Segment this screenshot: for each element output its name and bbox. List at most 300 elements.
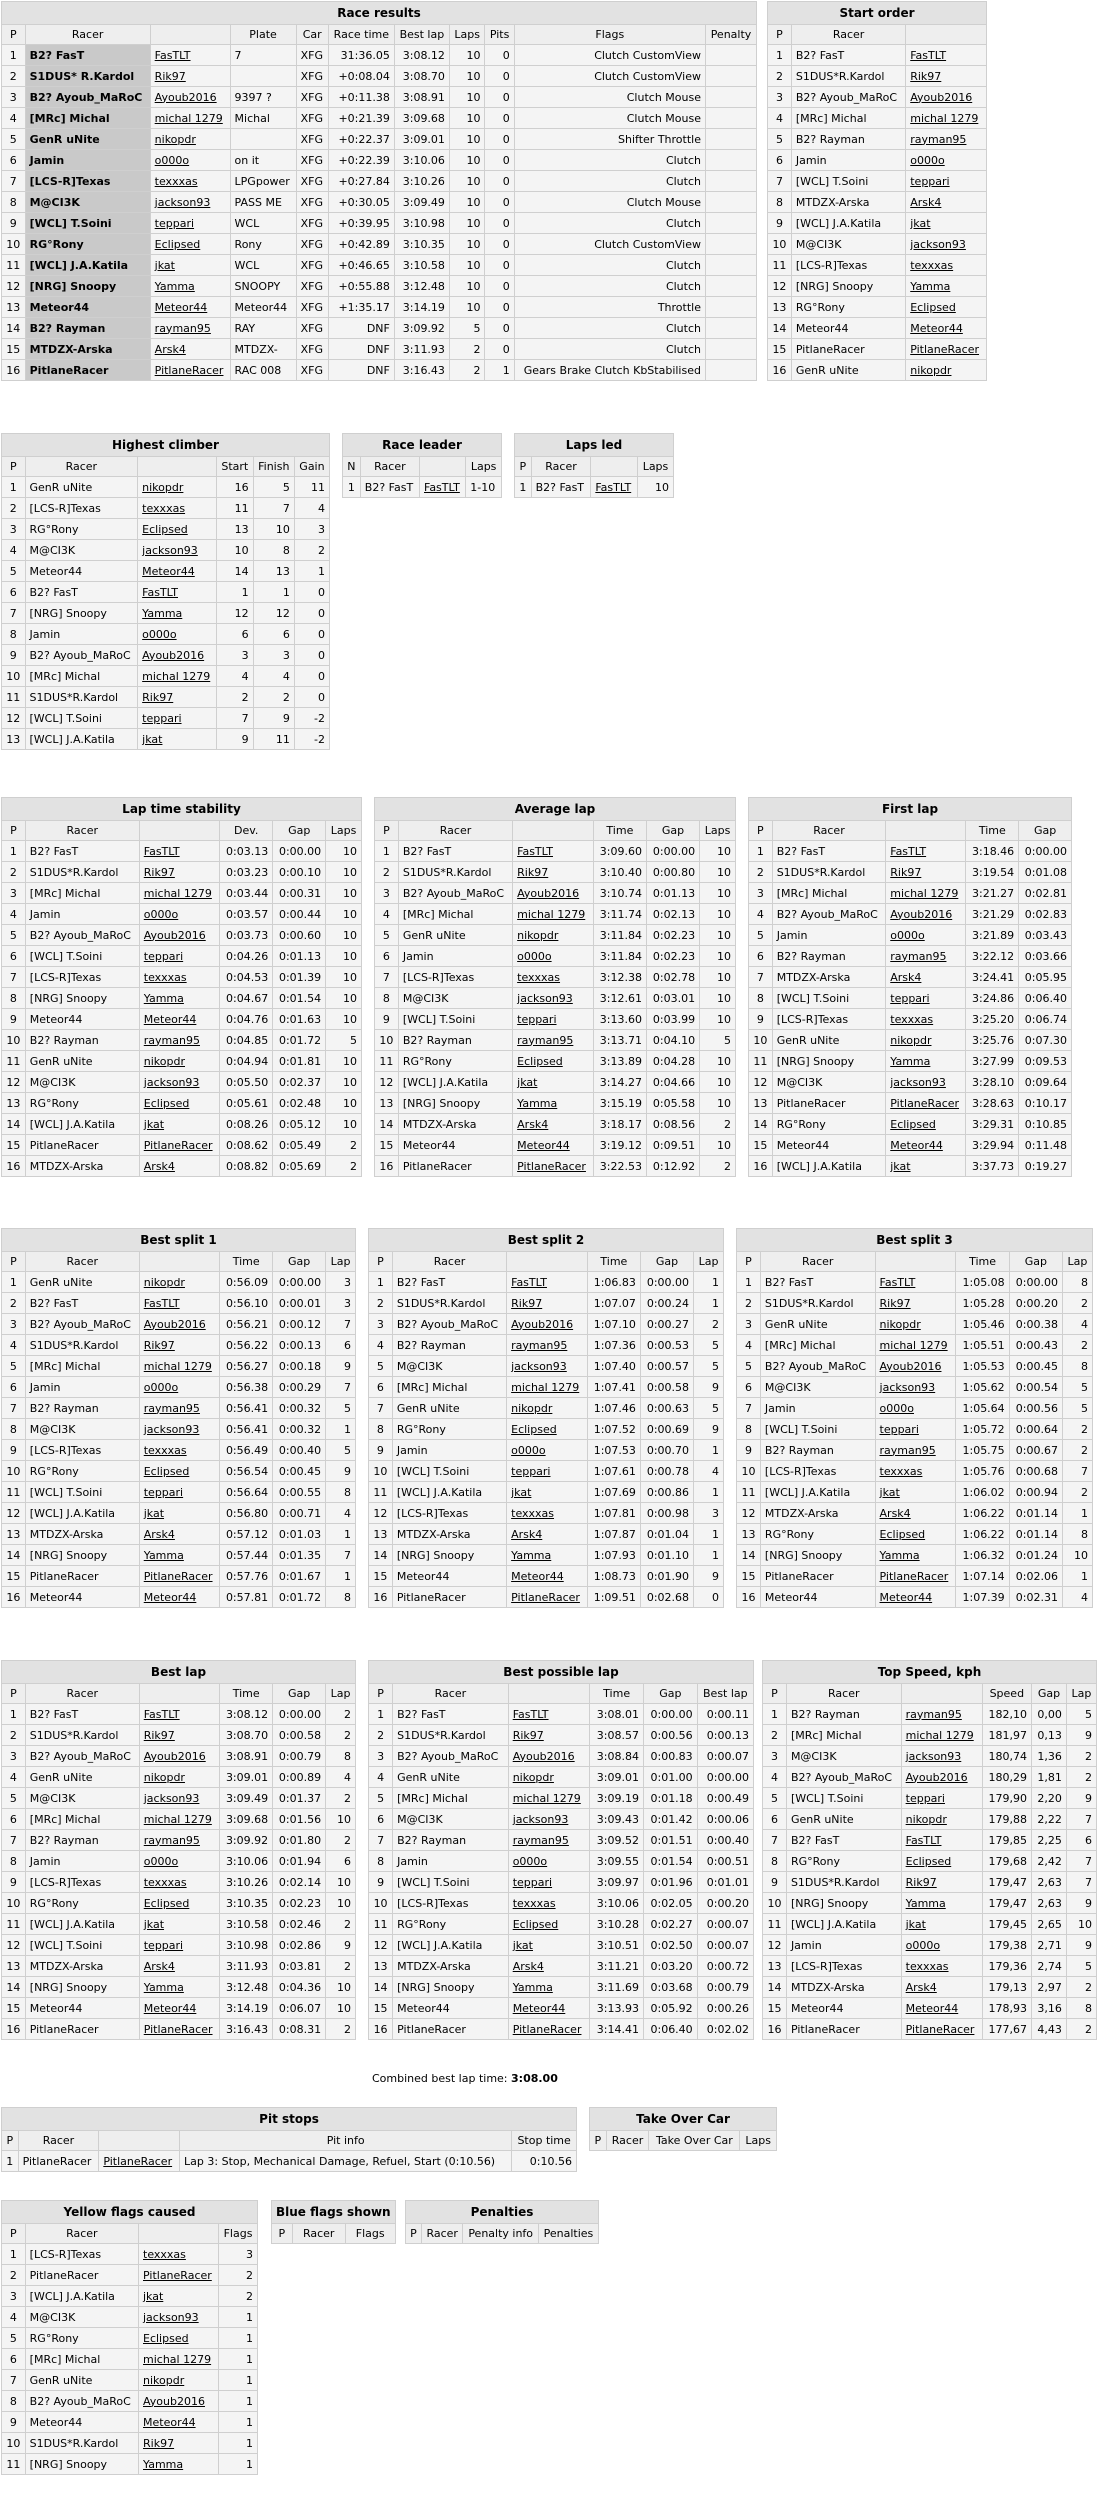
racer-profile-link[interactable]: o000o xyxy=(890,928,925,942)
gap-cell: 2,71 xyxy=(1032,1935,1067,1956)
racer-cell: [MRc] Michal xyxy=(393,1788,509,1809)
racer-profile-link[interactable]: Meteor44 xyxy=(905,2001,959,2015)
racer-profile-link[interactable]: Rik97 xyxy=(905,1875,937,1889)
racer-profile-link[interactable]: texxxas xyxy=(143,1443,187,1457)
racer-profile-link[interactable]: Arsk4 xyxy=(143,1959,175,1973)
best-lap-cell: 3:09.92 xyxy=(394,318,449,339)
racer-profile-link[interactable]: PitlaneRacer xyxy=(517,1159,586,1173)
lap-time-stability-title: Lap time stability xyxy=(2,798,362,821)
racer-profile-link[interactable]: Eclipsed xyxy=(879,1527,926,1541)
column-header: Laps xyxy=(466,457,502,477)
racer-profile-link[interactable]: teppari xyxy=(517,1012,557,1026)
gap-cell: 0:19.27 xyxy=(1019,1156,1072,1177)
racer-profile-link[interactable]: rayman95 xyxy=(905,1707,962,1721)
p-cell: 8 xyxy=(2,2391,26,2412)
racer-profile-link[interactable]: nikopdr xyxy=(910,363,952,377)
racer-profile-link[interactable]: rayman95 xyxy=(910,132,967,146)
racer-cell: M@CI3K xyxy=(25,1072,139,1093)
racer-profile-link[interactable]: michal 1279 xyxy=(512,1791,581,1805)
racer-profile-link[interactable]: Ayoub2016 xyxy=(143,928,206,942)
column-header: Speed xyxy=(982,1684,1031,1704)
speed-cell: 179,45 xyxy=(982,1914,1031,1935)
racer-profile-link[interactable]: Rik97 xyxy=(143,1338,175,1352)
racer-profile-link[interactable]: rayman95 xyxy=(511,1338,568,1352)
gap-cell: 4,43 xyxy=(1032,2019,1067,2040)
racer-profile-link[interactable]: nikopdr xyxy=(905,1812,947,1826)
p-cell: 3 xyxy=(2,2286,26,2307)
racer-profile-link[interactable]: texxxas xyxy=(910,258,954,272)
lap-cell: 1 xyxy=(694,1482,724,1503)
racer-profile-link[interactable]: PitlaneRacer xyxy=(910,342,980,356)
racer-profile-link[interactable]: Arsk4 xyxy=(143,1159,175,1173)
racer-profile-link[interactable]: michal 1279 xyxy=(517,907,586,921)
racer-profile-link[interactable]: texxxas xyxy=(143,2247,186,2261)
column-header xyxy=(139,1684,219,1704)
gap-cell: 0:01.90 xyxy=(640,1566,693,1587)
penalty-cell xyxy=(705,339,756,360)
racer-username-cell xyxy=(139,1503,219,1524)
racer-profile-link[interactable]: nikopdr xyxy=(143,1770,185,1784)
car-cell: XFG xyxy=(296,171,328,192)
racer-profile-link[interactable]: o000o xyxy=(517,949,552,963)
racer-profile-link[interactable]: PitlaneRacer xyxy=(154,363,224,377)
racer-profile-link[interactable]: jkat xyxy=(517,1075,538,1089)
racer-profile-link[interactable]: Yamma xyxy=(154,279,195,293)
racer-profile-link[interactable]: texxxas xyxy=(879,1464,923,1478)
racer-profile-link[interactable]: jkat xyxy=(512,1938,533,1952)
racer-profile-link[interactable]: Arsk4 xyxy=(890,970,922,984)
racer-profile-link[interactable]: jackson93 xyxy=(910,237,966,251)
laps-cell: 10 xyxy=(449,213,485,234)
racer-profile-link[interactable]: nikopdr xyxy=(154,132,196,146)
racer-profile-link[interactable]: michal 1279 xyxy=(142,669,211,683)
racer-profile-link[interactable]: Meteor44 xyxy=(142,564,195,578)
p-cell: 13 xyxy=(369,1524,393,1545)
flags-cell: 1 xyxy=(219,2349,258,2370)
racer-profile-link[interactable]: Ayoub2016 xyxy=(143,1317,206,1331)
gap-cell: 0:00.38 xyxy=(1009,1314,1062,1335)
racer-profile-link[interactable]: Meteor44 xyxy=(910,321,963,335)
racer-profile-link[interactable]: FasTLT xyxy=(143,1296,180,1310)
racer-profile-link[interactable]: nikopdr xyxy=(890,1033,932,1047)
p-cell: 2 xyxy=(749,862,773,883)
racer-profile-link[interactable]: Rik97 xyxy=(142,690,174,704)
racer-username-cell xyxy=(906,171,987,192)
racer-profile-link[interactable]: Yamma xyxy=(142,606,183,620)
table-row xyxy=(2,477,330,498)
racer-profile-link[interactable]: PitlaneRacer xyxy=(879,1569,949,1583)
racer-profile-link[interactable]: jkat xyxy=(879,1485,900,1499)
racer-profile-link[interactable]: FasTLT xyxy=(517,844,553,858)
penalty-cell xyxy=(705,276,756,297)
table-row xyxy=(749,841,1072,862)
racer-profile-link[interactable]: Yamma xyxy=(143,991,184,1005)
racer-profile-link[interactable]: Meteor44 xyxy=(511,1569,564,1583)
racer-profile-link[interactable]: michal 1279 xyxy=(905,1728,974,1742)
racer-profile-link[interactable]: jkat xyxy=(143,1117,165,1131)
racer-profile-link[interactable]: FasTLT xyxy=(424,480,460,494)
gap-cell: 2,63 xyxy=(1032,1872,1067,1893)
racer-profile-link[interactable]: Meteor44 xyxy=(143,1590,197,1604)
racer-profile-link[interactable]: Arsk4 xyxy=(511,1527,543,1541)
racer-profile-link[interactable]: Rik97 xyxy=(910,69,942,83)
racer-profile-link[interactable]: rayman95 xyxy=(143,1401,200,1415)
racer-profile-link[interactable]: o000o xyxy=(910,153,945,167)
racer-profile-link[interactable]: Arsk4 xyxy=(154,342,186,356)
racer-cell: M@CI3K xyxy=(25,540,138,561)
racer-profile-link[interactable]: rayman95 xyxy=(879,1443,936,1457)
racer-profile-link[interactable]: nikopdr xyxy=(142,480,184,494)
racer-username-cell xyxy=(886,988,966,1009)
p-cell: 5 xyxy=(2,561,26,582)
racer-profile-link[interactable]: Arsk4 xyxy=(517,1117,549,1131)
racer-profile-link[interactable]: teppari xyxy=(143,1485,184,1499)
column-header: Pit info xyxy=(180,2131,512,2151)
racer-profile-link[interactable]: texxxas xyxy=(517,970,561,984)
racer-profile-link[interactable]: Eclipsed xyxy=(143,2331,189,2345)
p-cell: 5 xyxy=(763,1788,787,1809)
laps-cell: 10 xyxy=(700,1009,736,1030)
table-row xyxy=(2,1935,356,1956)
racer-profile-link[interactable]: Arsk4 xyxy=(512,1959,544,1973)
racer-profile-link[interactable]: Eclipsed xyxy=(512,1917,559,1931)
racer-profile-link[interactable]: Ayoub2016 xyxy=(142,648,205,662)
racer-profile-link[interactable]: Meteor44 xyxy=(143,2415,196,2429)
racer-profile-link[interactable]: o000o xyxy=(142,627,177,641)
racer-profile-link[interactable]: Ayoub2016 xyxy=(905,1770,968,1784)
racer-profile-link[interactable]: Yamma xyxy=(143,1548,184,1562)
racer-profile-link[interactable]: jackson93 xyxy=(143,1791,200,1805)
racer-profile-link[interactable]: Eclipsed xyxy=(890,1117,936,1131)
racer-cell: [WCL] T.Soini xyxy=(398,1009,512,1030)
yellow-flags-title: Yellow flags caused xyxy=(2,2201,258,2224)
table-row xyxy=(375,967,736,988)
racer-profile-link[interactable]: PitlaneRacer xyxy=(511,1590,580,1604)
racer-profile-link[interactable]: FasTLT xyxy=(910,48,947,62)
racer-profile-link[interactable]: michal 1279 xyxy=(879,1338,948,1352)
racer-profile-link[interactable]: jkat xyxy=(154,258,175,272)
racer-profile-link[interactable]: nikopdr xyxy=(511,1401,553,1415)
p-cell: 16 xyxy=(749,1156,773,1177)
racer-profile-link[interactable]: o000o xyxy=(154,153,190,167)
racer-username-cell xyxy=(886,862,966,883)
racer-profile-link[interactable]: rayman95 xyxy=(890,949,947,963)
table-row xyxy=(2,1114,362,1135)
racer-cell: MTDZX-Arska xyxy=(791,192,905,213)
racer-profile-link[interactable]: o000o xyxy=(879,1401,914,1415)
racer-profile-link[interactable]: teppari xyxy=(143,949,184,963)
racer-profile-link[interactable]: FasTLT xyxy=(595,480,632,494)
racer-cell: Jamin xyxy=(25,624,138,645)
best-possible-lap-title: Best possible lap xyxy=(369,1661,754,1684)
best-lap-cell: 0:00.79 xyxy=(697,1977,753,1998)
racer-profile-link[interactable]: Eclipsed xyxy=(142,522,188,536)
racer-profile-link[interactable]: teppari xyxy=(512,1875,553,1889)
racer-profile-link[interactable]: jackson93 xyxy=(154,195,211,209)
racer-cell: GenR uNite xyxy=(398,925,512,946)
racer-profile-link[interactable]: Rik97 xyxy=(511,1296,543,1310)
lap-cell: 10 xyxy=(326,1998,356,2019)
p-cell: 7 xyxy=(2,1830,26,1851)
racer-profile-link[interactable]: Eclipsed xyxy=(143,1096,190,1110)
racer-profile-link[interactable]: FasTLT xyxy=(142,585,178,599)
racer-profile-link[interactable]: o000o xyxy=(143,1380,179,1394)
gap-cell: 0:00.86 xyxy=(640,1482,693,1503)
table-row xyxy=(2,129,757,150)
racer-profile-link[interactable]: Rik97 xyxy=(517,865,549,879)
column-header: Penalties xyxy=(538,2224,598,2244)
racer-profile-link[interactable]: jkat xyxy=(905,1917,926,1931)
racer-profile-link[interactable]: FasTLT xyxy=(879,1275,916,1289)
racer-profile-link[interactable]: nikopdr xyxy=(879,1317,921,1331)
racer-profile-link[interactable]: Meteor44 xyxy=(143,2001,197,2015)
racer-profile-link[interactable]: PitlaneRacer xyxy=(890,1096,960,1110)
racer-profile-link[interactable]: jkat xyxy=(142,732,163,746)
racer-profile-link[interactable]: rayman95 xyxy=(154,321,211,335)
racer-profile-link[interactable]: Ayoub2016 xyxy=(879,1359,942,1373)
racer-username-cell xyxy=(139,967,219,988)
racer-profile-link[interactable]: michal 1279 xyxy=(910,111,979,125)
racer-profile-link[interactable]: FasTLT xyxy=(512,1707,549,1721)
column-header xyxy=(139,821,219,841)
racer-profile-link[interactable]: jkat xyxy=(143,2289,164,2303)
laps-cell: 10 xyxy=(700,946,736,967)
racer-profile-link[interactable]: PitlaneRacer xyxy=(512,2022,582,2036)
racer-profile-link[interactable]: Rik97 xyxy=(143,2436,175,2450)
racer-profile-link[interactable]: teppari xyxy=(511,1464,551,1478)
racer-profile-link[interactable]: jackson93 xyxy=(905,1749,962,1763)
racer-profile-link[interactable]: Ayoub2016 xyxy=(517,886,580,900)
racer-profile-link[interactable]: nikopdr xyxy=(143,2373,185,2387)
racer-profile-link[interactable]: PitlaneRacer xyxy=(143,2022,213,2036)
gap-cell: 0:04.66 xyxy=(646,1072,699,1093)
table-row xyxy=(2,1335,356,1356)
racer-profile-link[interactable]: jkat xyxy=(890,1159,911,1173)
racer-profile-link[interactable]: jkat xyxy=(511,1485,532,1499)
racer-profile-link[interactable]: jackson93 xyxy=(517,991,573,1005)
racer-profile-link[interactable]: teppari xyxy=(879,1422,919,1436)
racer-profile-link[interactable]: FasTLT xyxy=(890,844,927,858)
racer-profile-link[interactable]: Yamma xyxy=(143,1980,184,1994)
racer-profile-link[interactable]: teppari xyxy=(890,991,930,1005)
laps-cell: 5 xyxy=(326,1030,362,1051)
lap-cell: 7 xyxy=(326,1377,356,1398)
racer-profile-link[interactable]: teppari xyxy=(905,1791,945,1805)
racer-profile-link[interactable]: o000o xyxy=(143,1854,179,1868)
gap-cell: 0:00.44 xyxy=(273,904,326,925)
racer-cell: S1DUS*R.Kardol xyxy=(392,1293,506,1314)
racer-profile-link[interactable]: teppari xyxy=(154,216,195,230)
racer-profile-link[interactable]: texxxas xyxy=(890,1012,934,1026)
racer-profile-link[interactable]: michal 1279 xyxy=(143,2352,212,2366)
racer-profile-link[interactable]: texxxas xyxy=(905,1959,949,1973)
racer-profile-link[interactable]: FasTLT xyxy=(143,1707,180,1721)
p-cell: 8 xyxy=(2,1851,26,1872)
racer-profile-link[interactable]: Yamma xyxy=(512,1980,553,1994)
gap-cell: 0:03.20 xyxy=(643,1956,697,1977)
racer-profile-link[interactable]: Yamma xyxy=(517,1096,558,1110)
racer-profile-link[interactable]: texxxas xyxy=(143,970,187,984)
racer-profile-link[interactable]: o000o xyxy=(512,1854,548,1868)
gap-cell: 0:04.36 xyxy=(273,1977,326,1998)
racer-profile-link[interactable]: michal 1279 xyxy=(154,111,223,125)
racer-username-cell xyxy=(886,883,966,904)
gap-cell: 0:02.81 xyxy=(1019,883,1072,904)
racer-profile-link[interactable]: Ayoub2016 xyxy=(143,2394,205,2408)
car-cell: XFG xyxy=(296,45,328,66)
racer-profile-link[interactable]: nikopdr xyxy=(512,1770,554,1784)
racer-profile-link[interactable]: Eclipsed xyxy=(143,1896,190,1910)
racer-profile-link[interactable]: Rik97 xyxy=(154,69,186,83)
racer-profile-link[interactable]: michal 1279 xyxy=(143,1812,212,1826)
racer-profile-link[interactable]: nikopdr xyxy=(143,1054,185,1068)
racer-profile-link[interactable]: jackson93 xyxy=(879,1380,936,1394)
racer-profile-link[interactable]: FasTLT xyxy=(905,1833,942,1847)
racer-username-cell xyxy=(906,87,987,108)
time-cell: 0:56.49 xyxy=(220,1440,273,1461)
racer-profile-link[interactable]: jackson93 xyxy=(511,1359,567,1373)
racer-profile-link[interactable]: Yamma xyxy=(910,279,951,293)
time-cell: 3:28.10 xyxy=(966,1072,1019,1093)
racer-profile-link[interactable]: Ayoub2016 xyxy=(143,1749,206,1763)
racer-profile-link[interactable]: Meteor44 xyxy=(512,2001,566,2015)
racer-profile-link[interactable]: PitlaneRacer xyxy=(143,1569,213,1583)
racer-profile-link[interactable]: jackson93 xyxy=(143,1075,200,1089)
racer-profile-link[interactable]: FasTLT xyxy=(511,1275,547,1289)
time-cell: 3:09.60 xyxy=(593,841,646,862)
racer-cell: B2? FasT xyxy=(760,1272,875,1293)
racer-profile-link[interactable]: jackson93 xyxy=(143,2310,199,2324)
racer-profile-link[interactable]: michal 1279 xyxy=(890,886,959,900)
column-header: Time xyxy=(220,1252,273,1272)
racer-profile-link[interactable]: Eclipsed xyxy=(517,1054,563,1068)
racer-cell: MTDZX-Arska xyxy=(398,1114,512,1135)
racer-profile-link[interactable]: Ayoub2016 xyxy=(511,1317,574,1331)
racer-profile-link[interactable]: Arsk4 xyxy=(143,1527,175,1541)
racer-username-cell xyxy=(139,1482,219,1503)
racer-profile-link[interactable]: teppari xyxy=(910,174,950,188)
p-cell: 7 xyxy=(749,967,773,988)
racer-profile-link[interactable]: nikopdr xyxy=(143,1275,185,1289)
racer-profile-link[interactable]: Ayoub2016 xyxy=(890,907,953,921)
p-cell: 14 xyxy=(749,1114,773,1135)
racer-profile-link[interactable]: Eclipsed xyxy=(511,1422,557,1436)
racer-profile-link[interactable]: Rik97 xyxy=(143,865,175,879)
racer-profile-link[interactable]: texxxas xyxy=(512,1896,556,1910)
racer-profile-link[interactable]: jackson93 xyxy=(143,1422,200,1436)
penalty-cell xyxy=(705,171,756,192)
racer-profile-link[interactable]: FasTLT xyxy=(154,48,191,62)
racer-profile-link[interactable]: Meteor44 xyxy=(879,1590,933,1604)
racer-profile-link[interactable]: Ayoub2016 xyxy=(910,90,973,104)
racer-profile-link[interactable]: jackson93 xyxy=(890,1075,946,1089)
racer-profile-link[interactable]: jkat xyxy=(910,216,931,230)
column-header: Racer xyxy=(392,1252,506,1272)
gap-cell: 0:01.00 xyxy=(643,1767,697,1788)
racer-profile-link[interactable]: o000o xyxy=(905,1938,941,1952)
racer-username-cell xyxy=(901,1935,982,1956)
racer-profile-link[interactable]: Yamma xyxy=(890,1054,931,1068)
table-row xyxy=(2,1398,356,1419)
racer-profile-link[interactable]: rayman95 xyxy=(143,1833,200,1847)
table-row xyxy=(763,1893,1097,1914)
racer-profile-link[interactable]: Yamma xyxy=(905,1896,946,1910)
table-row xyxy=(2,904,362,925)
racer-profile-link[interactable]: Ayoub2016 xyxy=(154,90,217,104)
racer-profile-link[interactable]: texxxas xyxy=(154,174,198,188)
racer-profile-link[interactable]: jackson93 xyxy=(512,1812,569,1826)
gap-cell: 0:02.14 xyxy=(273,1872,326,1893)
racer-profile-link[interactable]: Arsk4 xyxy=(879,1506,911,1520)
racer-cell: M@CI3K xyxy=(786,1746,901,1767)
racer-profile-link[interactable]: Eclipsed xyxy=(910,300,956,314)
racer-profile-link[interactable]: michal 1279 xyxy=(143,886,212,900)
racer-profile-link[interactable]: Yamma xyxy=(143,2457,184,2471)
racer-profile-link[interactable]: Eclipsed xyxy=(154,237,201,251)
racer-profile-link[interactable]: nikopdr xyxy=(517,928,559,942)
racer-profile-link[interactable]: PitlaneRacer xyxy=(103,2154,173,2168)
racer-profile-link[interactable]: teppari xyxy=(142,711,182,725)
p-cell: 11 xyxy=(763,1914,787,1935)
racer-profile-link[interactable]: Eclipsed xyxy=(905,1854,952,1868)
racer-profile-link[interactable]: rayman95 xyxy=(143,1033,200,1047)
time-cell: 0:56.10 xyxy=(220,1293,273,1314)
racer-profile-link[interactable]: rayman95 xyxy=(512,1833,569,1847)
racer-profile-link[interactable]: Rik97 xyxy=(143,1728,175,1742)
racer-profile-link[interactable]: Yamma xyxy=(879,1548,920,1562)
racer-profile-link[interactable]: texxxas xyxy=(142,501,186,515)
racer-profile-link[interactable]: jkat xyxy=(143,1506,165,1520)
racer-profile-link[interactable]: o000o xyxy=(511,1443,546,1457)
racer-profile-link[interactable]: PitlaneRacer xyxy=(905,2022,975,2036)
racer-profile-link[interactable]: teppari xyxy=(143,1938,184,1952)
racer-profile-link[interactable]: PitlaneRacer xyxy=(143,1138,213,1152)
racer-profile-link[interactable]: Eclipsed xyxy=(143,1464,190,1478)
p-cell: 1 xyxy=(2,841,26,862)
racer-profile-link[interactable]: texxxas xyxy=(511,1506,555,1520)
racer-profile-link[interactable]: Meteor44 xyxy=(154,300,208,314)
racer-profile-link[interactable]: Meteor44 xyxy=(143,1012,197,1026)
racer-profile-link[interactable]: PitlaneRacer xyxy=(143,2268,212,2282)
racer-profile-link[interactable]: michal 1279 xyxy=(511,1380,580,1394)
racer-profile-link[interactable]: rayman95 xyxy=(517,1033,574,1047)
gap-cell: 0:02.06 xyxy=(1009,1566,1062,1587)
racer-profile-link[interactable]: o000o xyxy=(143,907,179,921)
racer-profile-link[interactable]: Ayoub2016 xyxy=(512,1749,575,1763)
racer-username-cell xyxy=(875,1419,956,1440)
lap-cell: 4 xyxy=(1062,1587,1092,1608)
racer-profile-link[interactable]: Meteor44 xyxy=(890,1138,943,1152)
racer-profile-link[interactable]: jackson93 xyxy=(142,543,198,557)
racer-profile-link[interactable]: FasTLT xyxy=(143,844,180,858)
racer-profile-link[interactable]: michal 1279 xyxy=(143,1359,212,1373)
racer-profile-link[interactable]: Rik97 xyxy=(879,1296,911,1310)
p-cell: 15 xyxy=(2,1135,26,1156)
racer-cell: RG°Rony xyxy=(791,297,905,318)
racer-profile-link[interactable]: Arsk4 xyxy=(910,195,942,209)
column-header: P xyxy=(2,25,26,45)
racer-profile-link[interactable]: texxxas xyxy=(143,1875,187,1889)
racer-profile-link[interactable]: Arsk4 xyxy=(905,1980,937,1994)
racer-profile-link[interactable]: Rik97 xyxy=(512,1728,544,1742)
racer-profile-link[interactable]: jkat xyxy=(143,1917,165,1931)
time-cell: 3:11.93 xyxy=(220,1956,273,1977)
racer-profile-link[interactable]: Meteor44 xyxy=(517,1138,570,1152)
racer-profile-link[interactable]: Rik97 xyxy=(890,865,922,879)
table-row xyxy=(737,1545,1093,1566)
racer-profile-link[interactable]: Yamma xyxy=(511,1548,552,1562)
lap-cell: 9 xyxy=(694,1566,724,1587)
